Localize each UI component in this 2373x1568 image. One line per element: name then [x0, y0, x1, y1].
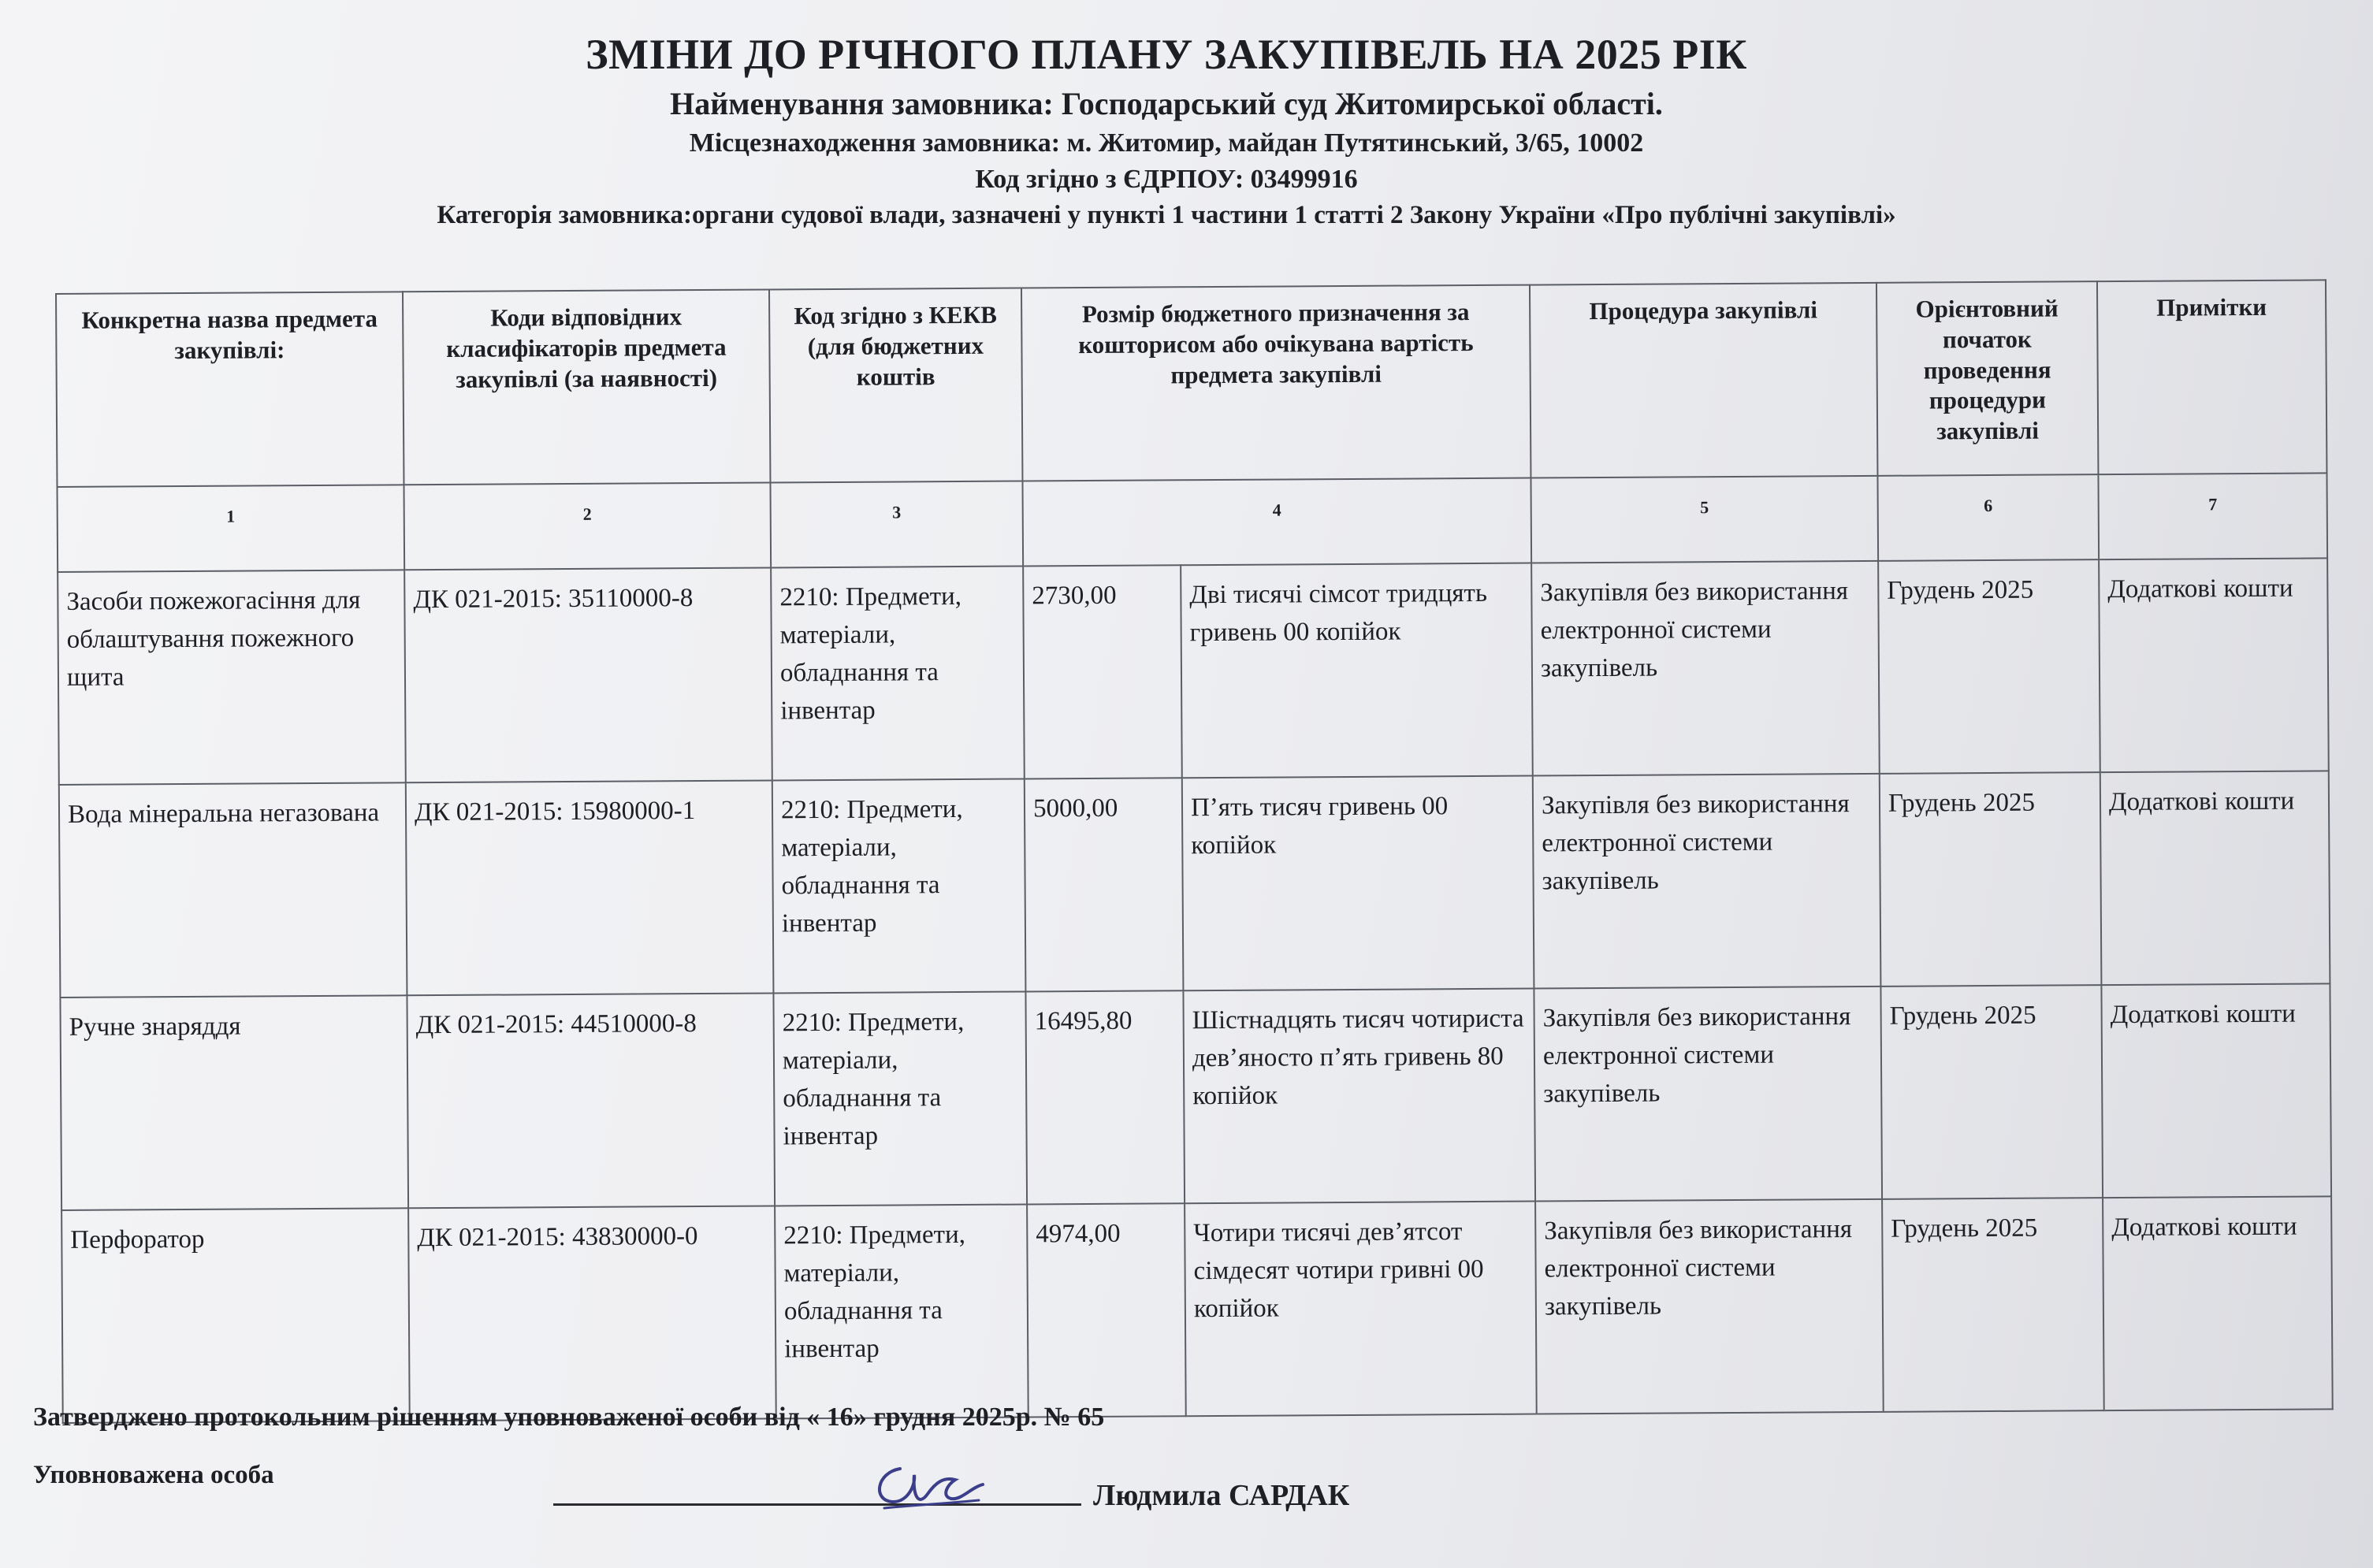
column-number: 5	[1531, 476, 1878, 563]
classifier-code: ДК 021-2015: 43830000-0	[408, 1206, 776, 1421]
item-name: Ручне знаряддя	[60, 995, 408, 1210]
signature-line	[553, 1503, 1081, 1506]
procedure: Закупівля без використання електронної системи закупівель	[1531, 561, 1880, 776]
column-header: Орієнтовний початок проведення процедури закупівлі	[1876, 281, 2098, 476]
note: Додаткові кошти	[2101, 983, 2331, 1198]
procurement-table	[55, 279, 2334, 1424]
document-header	[0, 30, 2333, 230]
item-name: Перфоратор	[61, 1208, 410, 1423]
procedure: Закупівля без використання електронної системи закупівель	[1534, 987, 1882, 1202]
note: Додаткові кошти	[2103, 1196, 2333, 1410]
column-number: 3	[770, 481, 1023, 568]
customer-location: Місцезнаходження замовника: м. Житомир, майдан Путятинський, 3/65, 10002	[689, 128, 1644, 158]
kekv-code: 2210: Предмети, матеріали, обладнання та інвентар	[772, 778, 1026, 993]
approval-statement: Затверджено протокольним рішенням уповноваженої особи від « 16» грудня 2025р. № 65	[33, 1403, 1105, 1432]
customer-category: Категорія замовника:органи судової влади, зазначені у пункті 1 частини 1 статті 2 Закону України «Про публічні закупівлі»	[437, 201, 1896, 229]
handwritten-signature-icon	[868, 1453, 987, 1524]
column-number: 4	[1022, 478, 1531, 567]
column-number: 2	[404, 482, 771, 570]
classifier-code: ДК 021-2015: 15980000-1	[406, 780, 774, 995]
kekv-code: 2210: Предмети, матеріали, обладнання та інвентар	[771, 567, 1025, 781]
table-header-row	[56, 280, 2327, 487]
table-row	[60, 983, 2331, 1210]
classifier-code: ДК 021-2015: 35110000-8	[404, 567, 772, 782]
start-date: Грудень 2025	[1880, 772, 2102, 987]
column-header: Розмір бюджетного призначення за кошторисом або очікувана вартість предмета закупівлі	[1021, 285, 1531, 481]
start-date: Грудень 2025	[1880, 985, 2103, 1199]
column-number: 7	[2098, 473, 2327, 559]
table-row	[61, 1196, 2333, 1423]
start-date: Грудень 2025	[1882, 1198, 2104, 1412]
column-header: Конкретна назва предмета закупівлі:	[56, 292, 404, 487]
amount-value: 16495,80	[1025, 990, 1185, 1204]
amount-words: Чотири тисячі дев’ятсот сімдесят чотири гривні 00 копійок	[1185, 1202, 1537, 1417]
column-header: Процедура закупівлі	[1530, 283, 1877, 478]
edrpou-code: Код згідно з ЄДРПОУ: 03499916	[975, 165, 1358, 194]
amount-value: 4974,00	[1027, 1203, 1186, 1417]
signer-label: Уповноважена особа	[33, 1461, 274, 1489]
column-header: Код згідно з КЕКВ (для бюджетних коштів	[769, 288, 1022, 483]
amount-words: Шістнадцять тисяч чотириста дев’яносто п’ять гривень 80 копійок	[1183, 989, 1535, 1204]
customer-name: Найменування замовника: Господарський суд Житомирської області.	[670, 86, 1663, 121]
signer-name: Людмила САРДАК	[1093, 1479, 1350, 1512]
document-footer	[33, 1403, 2319, 1524]
column-header: Коди відповідних класифікаторів предмета закупівлі (за наявності)	[403, 289, 770, 485]
note: Додаткові кошти	[2100, 771, 2330, 985]
procedure: Закупівля без використання електронної системи закупівель	[1533, 774, 1881, 989]
amount-words: П’ять тисяч гривень 00 копійок	[1182, 776, 1534, 991]
column-number-row	[58, 473, 2328, 572]
procedure: Закупівля без використання електронної системи закупівель	[1535, 1199, 1884, 1414]
item-name: Вода мінеральна негазована	[59, 782, 407, 998]
amount-value: 5000,00	[1025, 778, 1184, 991]
column-number: 1	[58, 485, 405, 572]
note: Додаткові кошти	[2099, 558, 2329, 772]
amount-value: 2730,00	[1023, 565, 1182, 778]
document-title: ЗМІНИ ДО РІЧНОГО ПЛАНУ ЗАКУПІВЕЛЬ НА 2025 РІК	[586, 31, 1747, 78]
classifier-code: ДК 021-2015: 44510000-8	[407, 993, 775, 1208]
kekv-code: 2210: Предмети, матеріали, обладнання та інвентар	[775, 1204, 1028, 1418]
signature-block	[33, 1461, 2319, 1524]
column-number: 6	[1877, 474, 2099, 561]
item-name: Засоби пожежогасіння для облаштування пожежного щита	[58, 570, 406, 785]
start-date: Грудень 2025	[1878, 559, 2100, 774]
column-header: Примітки	[2097, 280, 2327, 474]
table-row	[58, 558, 2329, 785]
amount-words: Дві тисячі сімсот тридцять гривень 00 копійок	[1181, 563, 1533, 778]
table-row	[59, 771, 2330, 998]
kekv-code: 2210: Предмети, матеріали, обладнання та інвентар	[773, 991, 1027, 1206]
